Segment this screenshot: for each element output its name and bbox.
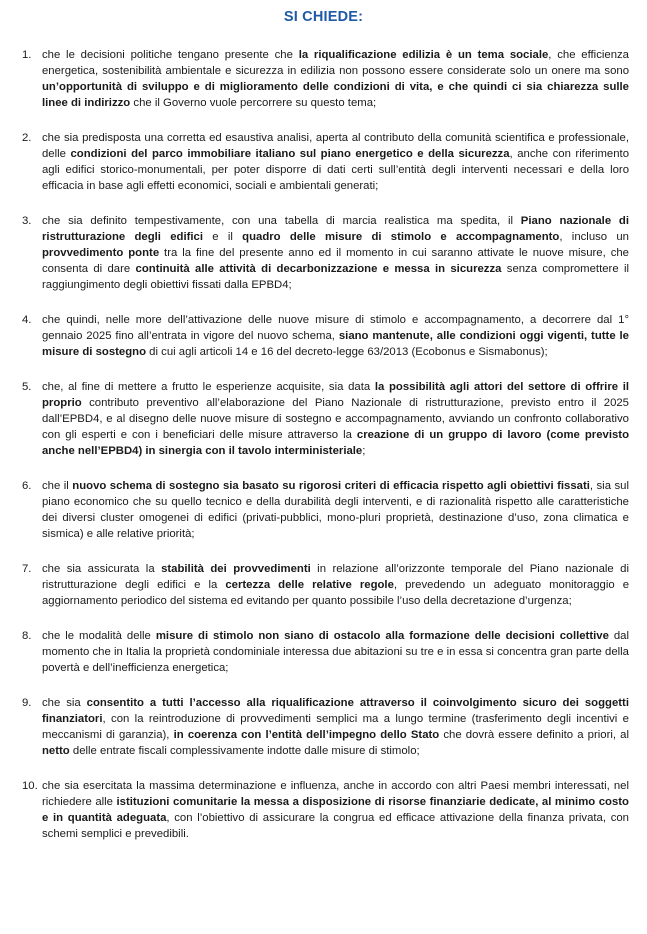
text-segment: , con l’obiettivo di assicurare la congrua ed efficace attivazione della finanza privata, con schemi semplici e prevedibili. [42,812,629,840]
list-item-number: 5. [22,381,32,393]
bold-text-segment: certezza delle relative regole [225,579,394,591]
list-item [18,561,629,609]
list-item-text [42,379,629,459]
text-segment: ; [362,445,366,457]
bold-text-segment: quadro delle misure di stimolo e accompagnamento [242,231,560,243]
text-segment: che sia definito tempestivamente, con una tabella di marcia realistica ma spedita, il [42,215,521,227]
bold-text-segment: Piano nazionale di ristrutturazione degli edifici [42,215,630,243]
bold-text-segment: in coerenza con l’entità dell’impegno dello Stato [173,729,440,741]
bold-text-segment: un’opportunità di sviluppo e di miglioramento delle condizioni di vita, e che quindi ci sia chiarezza sulle linee di indirizzo [42,81,629,109]
list-item-number: 7. [22,563,32,575]
list-item-number: 1. [22,49,32,61]
bold-text-segment: creazione di un gruppo di lavoro (come previsto anche nell’EPBD4) in sinergia con il tavolo interministeriale [42,429,629,457]
text-segment: che sia [42,697,87,709]
text-segment: contributo preventivo all’elaborazione del Piano Nazionale di ristrutturazione, previsto entro il 2025 dall’EPBD4, e al disegno delle nuove misure di sostegno e accompagnamento, avviando un confronto collaborativo con gli esperti e con i beneficiari delle misure attraverso la [42,397,629,441]
bold-text-segment: consentito a tutti l’accesso alla riqualificazione attraverso il coinvolgimento sicuro dei soggetti finanziatori [42,697,629,725]
bold-text-segment: istituzioni comunitarie la messa a disposizione di risorse finanziarie dedicate, al minimo costo e in quantità adeguata [42,796,629,824]
list-item [18,478,629,542]
requests-list [18,47,629,842]
text-segment: delle entrate fiscali complessivamente indotte dalle misure di stimolo; [69,745,420,757]
text-segment: che sia assicurata la [42,563,162,575]
text-segment: , sia sul piano economico che su quello tecnico e della durabilità degli interventi, e di razionalità rispetto alle caratteristiche dei diversi cluster omogenei di edifici (privati-pubblici, mono-pluri proprietà, destinazione d’uso, zona climatica e sismica) e alle relative priorità; [42,480,629,540]
list-item-text [42,561,629,609]
list-item [18,47,629,111]
list-item-number: 4. [22,314,32,326]
bold-text-segment: continuità alle attività di decarbonizzazione e messa in sicurezza [135,263,502,275]
text-segment: che il Governo vuole percorrere su questo tema; [130,97,377,109]
text-segment: , prevedendo un adeguato monitoraggio e aggiornamento periodico del sistema ed evitando per quanto possibile l’uso della decretazione d’urgenza; [42,579,630,607]
list-item-text [42,778,629,842]
list-item-text [42,695,629,759]
list-item [18,213,629,293]
list-item-number: 6. [22,480,32,492]
bold-text-segment: la riqualificazione edilizia è un tema sociale [298,49,549,61]
text-segment: , anche con riferimento agli edifici storico-monumentali, per poter disporre di dati certi sull’entità degli interventi necessari e della loro efficacia in base agli effetti economici, sociali e ambientali generati; [42,148,630,192]
bold-text-segment: la possibilità agli attori del settore di offrire il proprio [42,381,630,409]
list-item-number: 2. [22,132,32,144]
text-segment: tra la fine del presente anno ed il momento in cui saranno attivate le nuove misure, che consenta di dare [42,247,629,275]
text-segment: che sia esercitata la massima determinazione e influenza, anche in accordo con altri Paesi membri interessati, nel richiedere alle [42,780,629,808]
text-segment: in relazione all’orizzonte temporale del Piano nazionale di ristrutturazione degli edifici e la [42,563,629,591]
bold-text-segment: provvedimento ponte [42,247,160,259]
text-segment: di cui agli articoli 14 e 16 del decreto-legge 63/2013 (Ecobonus e Sismabonus); [146,346,548,358]
text-segment: e il [202,231,243,243]
bold-text-segment: condizioni del parco immobiliare italiano sul piano energetico e della sicurezza [70,148,510,160]
list-item [18,312,629,360]
list-item [18,628,629,676]
page-title: SI CHIEDE: [283,9,364,25]
list-item-number: 3. [22,215,32,227]
list-item-text [42,478,629,542]
text-segment: , con la reintroduzione di provvedimenti semplici ma a lungo termine (trasferimento degli incentivi e meccanismi di garanzia), [42,713,629,741]
text-segment: che le modalità delle [42,630,156,642]
bold-text-segment: stabilità dei provvedimenti [161,563,311,575]
list-item-number: 8. [22,630,32,642]
list-item-text [42,628,629,676]
list-item-text [42,47,629,111]
list-item-number: 9. [22,697,32,709]
list-item [18,778,629,842]
text-segment: che sia predisposta una corretta ed esaustiva analisi, aperta al contributo della comunità scientifica e professionale, delle [42,132,629,160]
list-item [18,695,629,759]
list-item-text [42,312,629,360]
text-segment: , che efficienza energetica, sostenibilità ambientale e sicurezza in edilizia non possono essere considerate solo un onere ma sono [42,49,629,77]
text-segment: che le decisioni politiche tengano presente che [42,49,299,61]
list-item-text [42,130,629,194]
list-item-number: 10. [22,780,38,792]
text-segment: senza compromettere il raggiungimento degli obiettivi fissati dalla EPBD4; [42,263,629,291]
bold-text-segment: misure di stimolo non siano di ostacolo alla formazione delle decisioni collettive [155,630,609,642]
text-segment: che il [42,480,73,492]
bold-text-segment: netto [42,745,70,757]
text-segment: che quindi, nelle more dell’attivazione delle nuove misure di stimolo e accompagnamento, a decorrere dal 1° gennaio 2025 fino all’entrata in vigore del nuovo schema, [42,314,629,342]
text-segment: , incluso un [559,231,629,243]
list-item [18,130,629,194]
list-item-text [42,213,629,293]
text-segment: dal momento che in Italia la proprietà condominiale interessa due abitazioni su tre e in essa si concentra gran parte della povertà e dell’inefficienza energetica; [42,630,629,674]
list-item [18,379,629,459]
text-segment: che, al fine di mettere a frutto le esperienze acquisite, sia data [42,381,375,393]
bold-text-segment: siano mantenute, alle condizioni oggi vigenti, tutte le misure di sostegno [42,330,629,358]
bold-text-segment: nuovo schema di sostegno sia basato su rigorosi criteri di efficacia rispetto agli obiettivi fissati [72,480,590,492]
text-segment: che dovrà essere definito a priori, al [439,729,630,741]
